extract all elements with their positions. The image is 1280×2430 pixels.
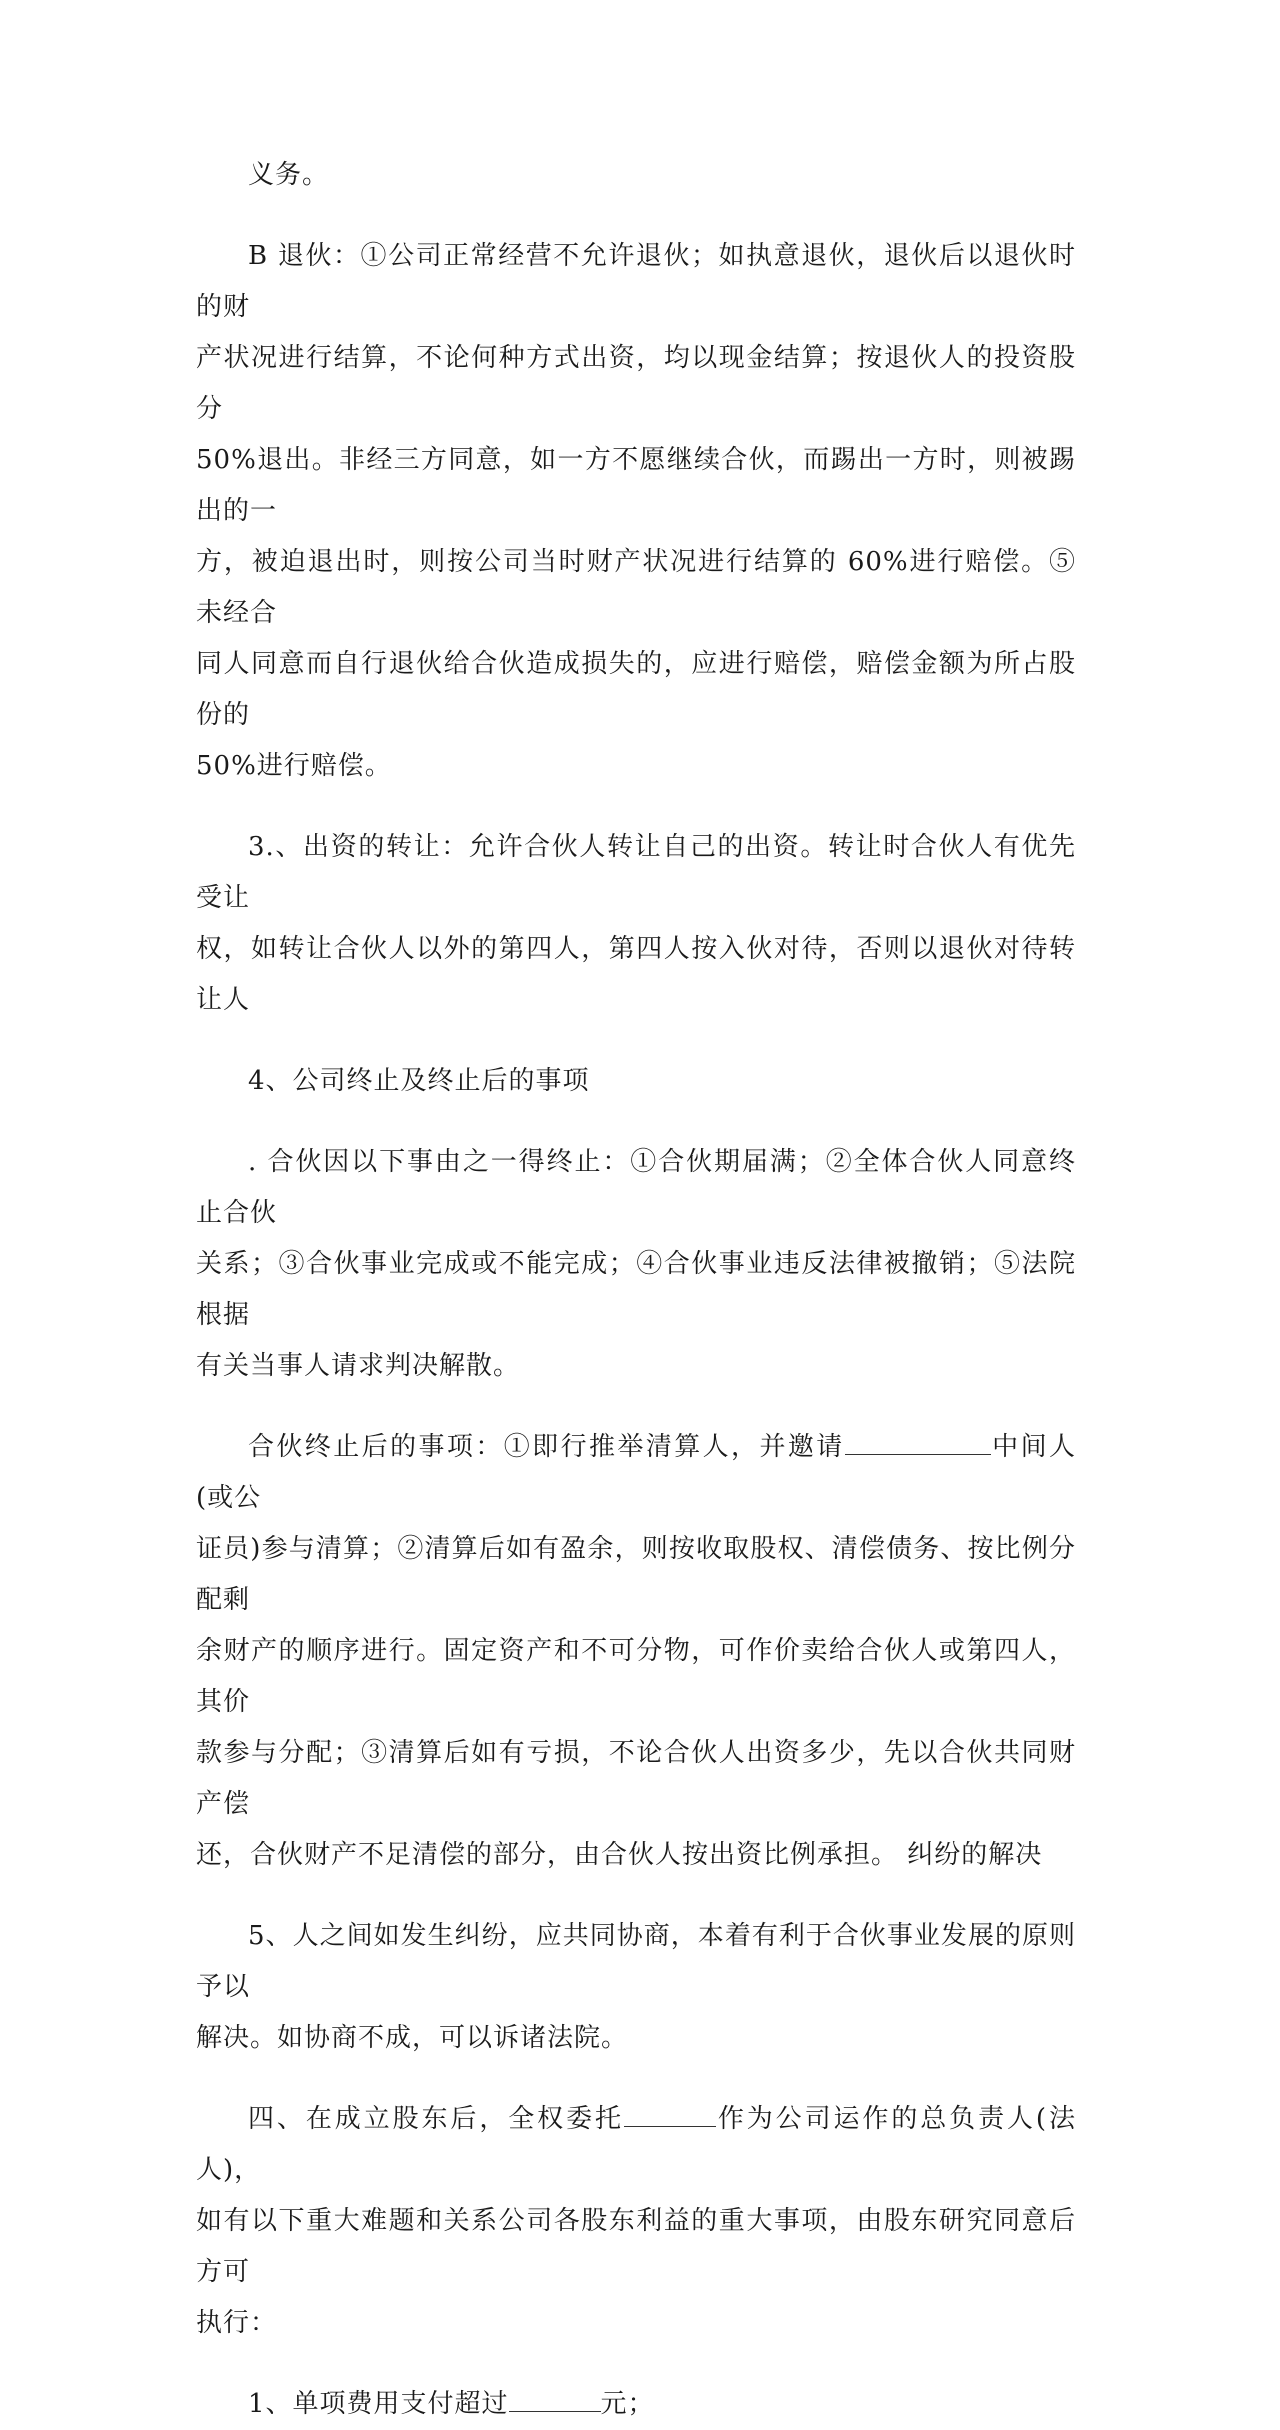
text-line: 关系；③合伙事业完成或不能完成；④合伙事业违反法律被撤销；⑤法院根据 xyxy=(196,1249,1076,1330)
paragraph-termination-reasons xyxy=(196,1137,1076,1392)
text-line: 50%退出。非经三方同意，如一方不愿继续合伙，而踢出一方时，则被踢出的一 xyxy=(196,445,1076,526)
paragraph-obligation-end xyxy=(196,150,1076,201)
document-page xyxy=(196,150,1076,2430)
fill-in-blank xyxy=(845,1432,991,1455)
section-heading-termination xyxy=(196,1056,1076,1107)
text-fragment: 1、单项费用支付超过 xyxy=(248,2389,509,2419)
text-line: 权，如转让合伙人以外的第四人，第四人按入伙对待，否则以退伙对待转让人 xyxy=(196,934,1076,1015)
paragraph-expense-limit xyxy=(196,2379,1076,2430)
text-fragment: 元； xyxy=(600,2389,655,2419)
text-line: 证员)参与清算；②清算后如有盈余，则按收取股权、清偿债务、按比例分配剩 xyxy=(196,1534,1076,1615)
text-line: . 合伙因以下事由之一得终止：①合伙期届满；②全体合伙人同意终止合伙 xyxy=(196,1147,1076,1228)
text-line: 产状况进行结算，不论何种方式出资，均以现金结算；按退伙人的投资股分 xyxy=(196,343,1076,424)
text-line: 同人同意而自行退伙给合伙造成损失的，应进行赔偿，赔偿金额为所占股份的 xyxy=(196,649,1076,730)
paragraph-after-termination xyxy=(196,1422,1076,1881)
text-fragment: 四、在成立股东后，全权委托 xyxy=(248,2104,624,2134)
text-line: 执行： xyxy=(196,2308,278,2338)
fill-in-blank xyxy=(509,2389,601,2412)
paragraph-withdrawal xyxy=(196,231,1076,792)
text-line: 款参与分配；③清算后如有亏损，不论合伙人出资多少，先以合伙共同财产偿 xyxy=(196,1738,1076,1819)
text-line: 4、公司终止及终止后的事项 xyxy=(248,1066,590,1096)
text-line: 如有以下重大难题和关系公司各股东利益的重大事项，由股东研究同意后方可 xyxy=(196,2206,1076,2287)
text-line xyxy=(196,1422,1076,1524)
text-fragment: 合伙终止后的事项：①即行推举清算人，并邀请 xyxy=(248,1432,845,1462)
text-line: 50%进行赔偿。 xyxy=(196,751,392,781)
text-line: 有关当事人请求判决解散。 xyxy=(196,1351,521,1381)
fill-in-blank xyxy=(624,2104,716,2127)
text-line: 义务。 xyxy=(248,160,330,190)
text-line: 还，合伙财产不足清偿的部分，由合伙人按出资比例承担。 纠纷的解决 xyxy=(196,1840,1043,1870)
text-line: 方，被迫退出时，则按公司当时财产状况进行结算的 60%进行赔偿。⑤未经合 xyxy=(196,547,1076,628)
paragraph-capital-transfer xyxy=(196,822,1076,1026)
paragraph-dispute xyxy=(196,1911,1076,2064)
text-line xyxy=(196,2094,1076,2196)
text-fragment: 作为公司运作的总负责人(法人)， xyxy=(196,2104,1076,2185)
text-line: 3.、出资的转让：允许合伙人转让自己的出资。转让时合伙人有优先受让 xyxy=(196,832,1076,913)
text-line: 余财产的顺序进行。固定资产和不可分物，可作价卖给合伙人或第四人，其价 xyxy=(196,1636,1076,1717)
text-fragment: 中间人(或公 xyxy=(196,1432,1076,1513)
text-line: 解决。如协商不成，可以诉诸法院。 xyxy=(196,2023,629,2053)
paragraph-delegation xyxy=(196,2094,1076,2349)
text-line: 5、人之间如发生纠纷，应共同协商，本着有利于合伙事业发展的原则予以 xyxy=(196,1921,1076,2002)
text-line: B 退伙：①公司正常经营不允许退伙；如执意退伙，退伙后以退伙时的财 xyxy=(196,241,1076,322)
